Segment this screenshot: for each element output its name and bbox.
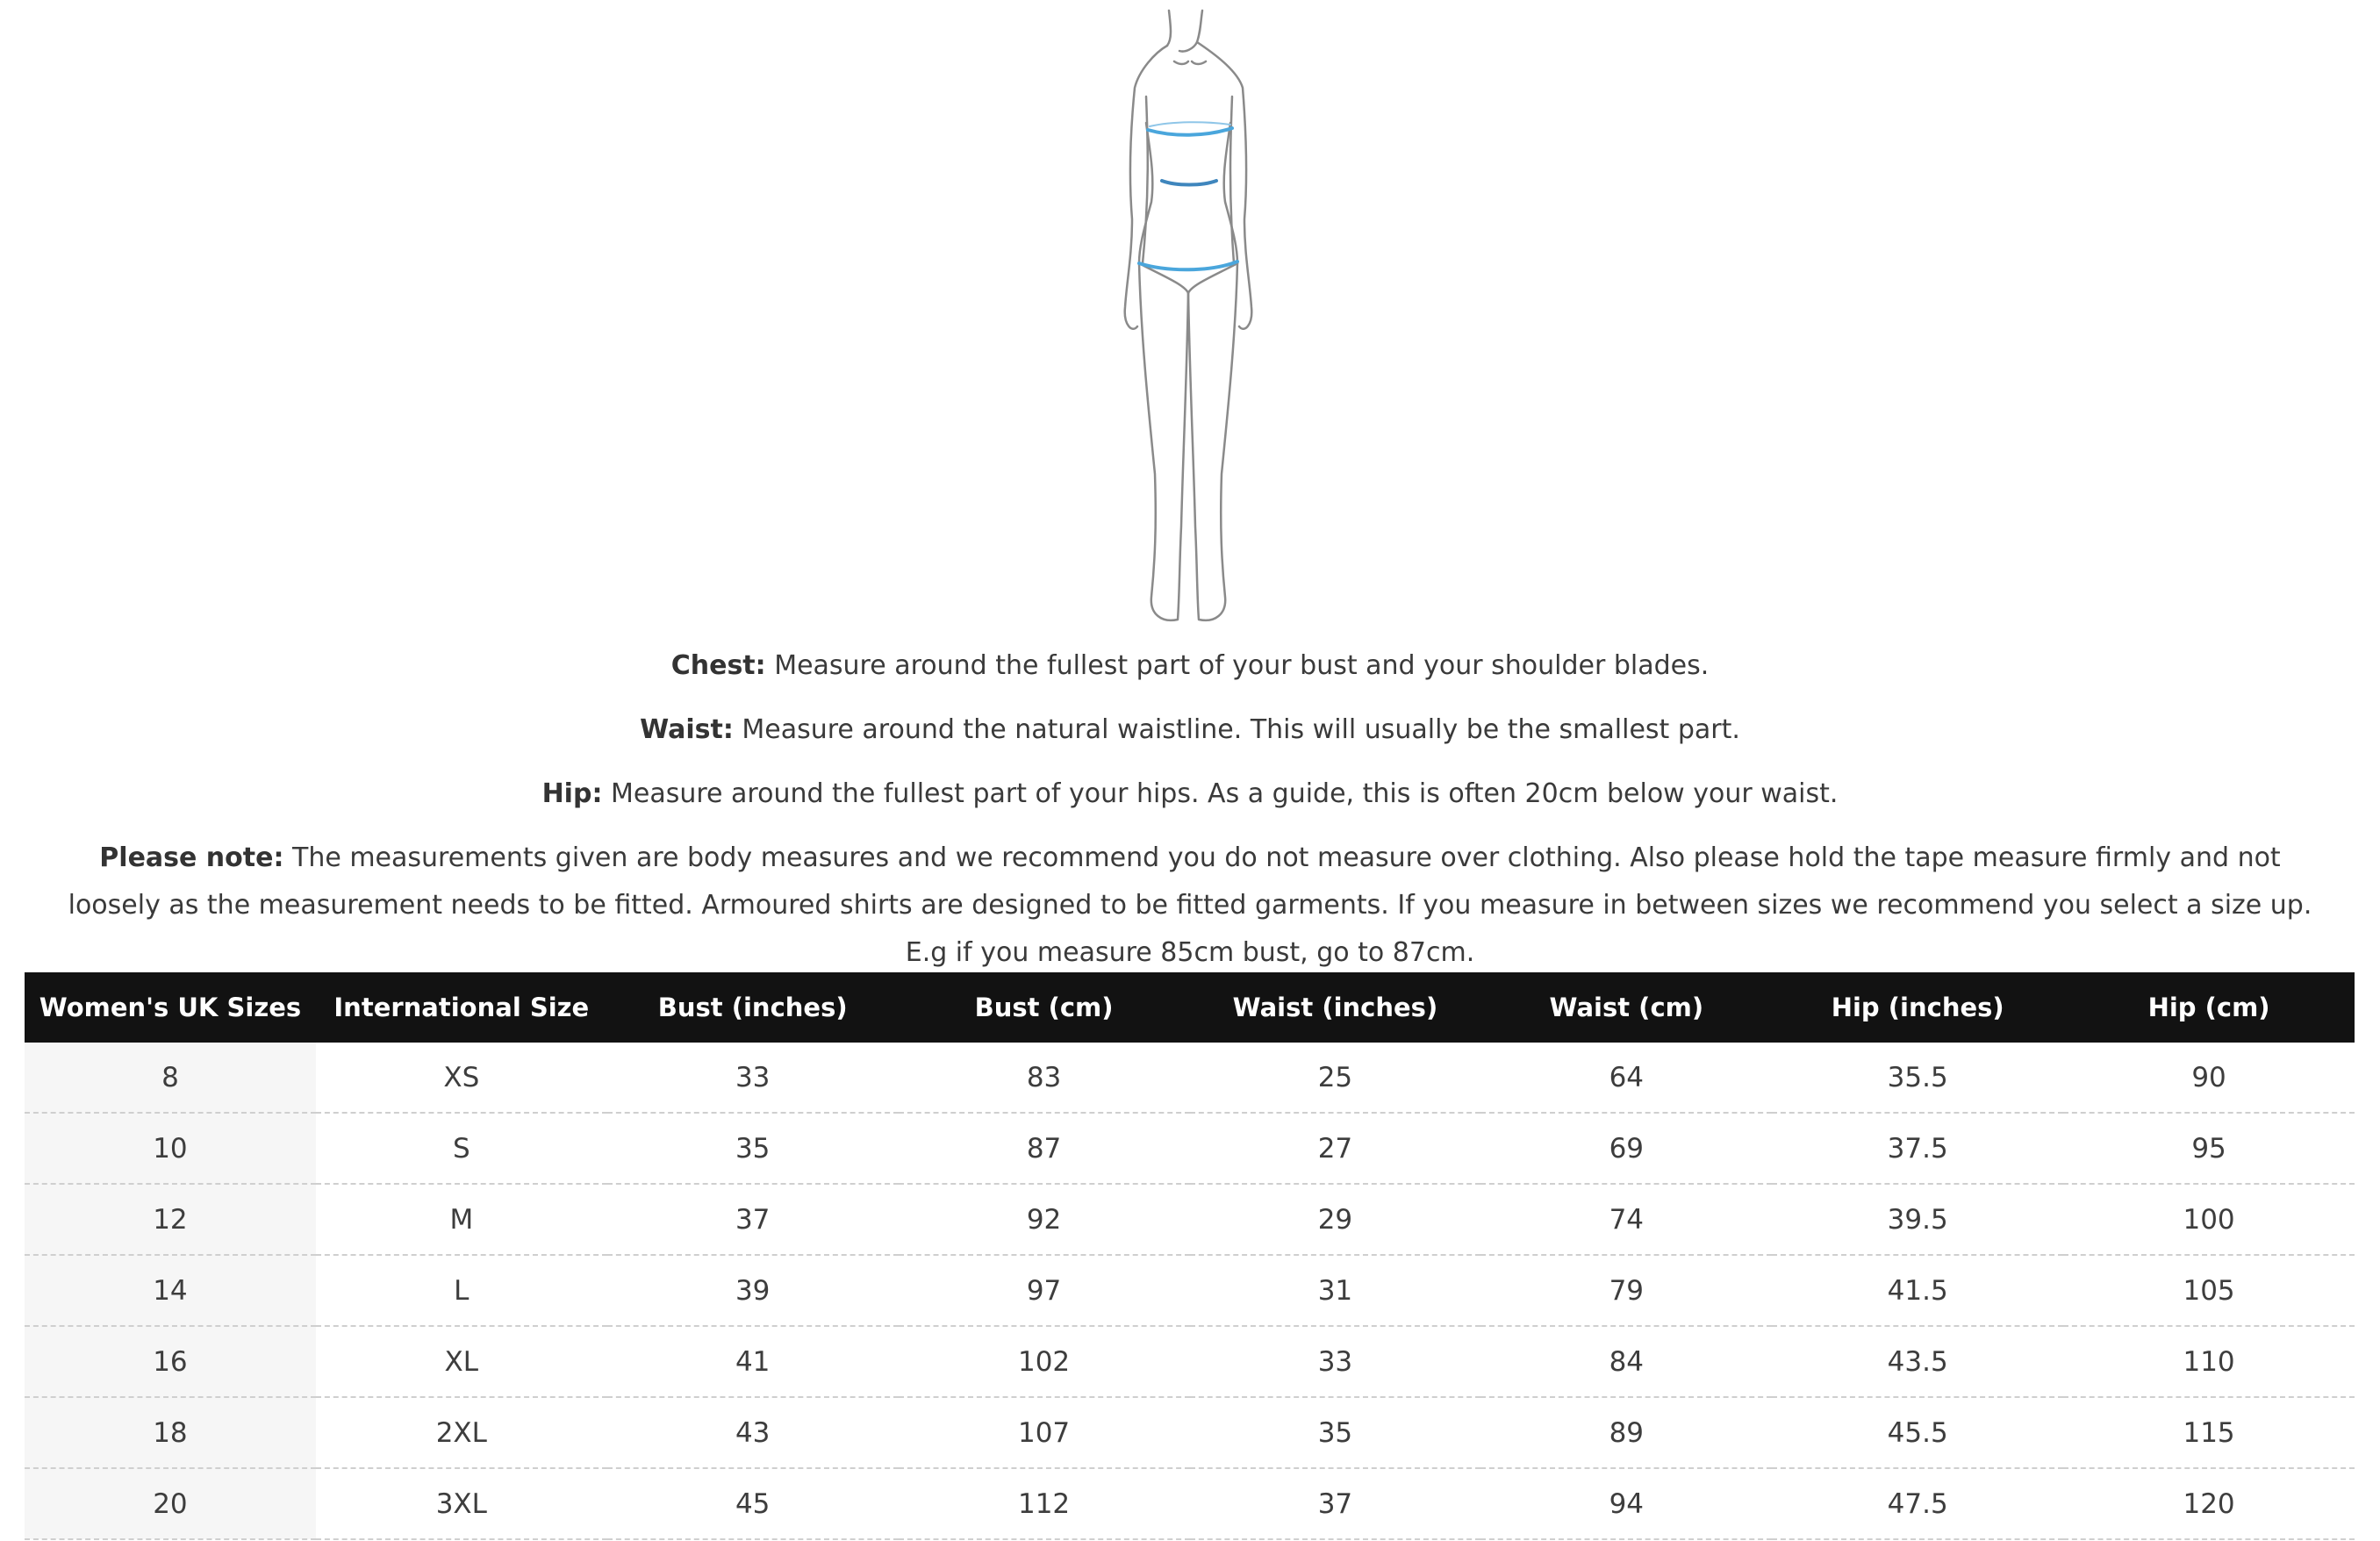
female-body-outline-icon xyxy=(1088,0,1290,632)
cell-uk-size: 8 xyxy=(25,1043,316,1113)
cell-international-size: 3XL xyxy=(316,1468,607,1539)
cell-bust-inches: 33 xyxy=(607,1043,899,1113)
header-waist-inches: Waist (inches) xyxy=(1190,972,1481,1043)
table-row xyxy=(25,1255,2355,1326)
waist-text: Measure around the natural waistline. This will usually be the smallest part. xyxy=(733,714,1740,745)
cell-bust-inches: 45 xyxy=(607,1468,899,1539)
table-row xyxy=(25,1326,2355,1397)
header-waist-cm: Waist (cm) xyxy=(1480,972,1772,1043)
cell-waist-inches: 31 xyxy=(1190,1255,1481,1326)
cell-international-size: S xyxy=(316,1113,607,1184)
cell-uk-size: 14 xyxy=(25,1255,316,1326)
cell-bust-cm: 112 xyxy=(899,1468,1190,1539)
cell-bust-cm: 102 xyxy=(899,1326,1190,1397)
header-hip-inches: Hip (inches) xyxy=(1772,972,2063,1043)
table-header-row xyxy=(25,972,2355,1043)
cell-international-size: XS xyxy=(316,1043,607,1113)
table-row xyxy=(25,1397,2355,1468)
cell-hip-cm: 100 xyxy=(2063,1184,2355,1255)
cell-waist-inches: 25 xyxy=(1190,1043,1481,1113)
cell-bust-cm: 107 xyxy=(899,1397,1190,1468)
cell-waist-inches: 35 xyxy=(1190,1397,1481,1468)
cell-waist-inches: 37 xyxy=(1190,1468,1481,1539)
cell-waist-cm: 79 xyxy=(1480,1255,1772,1326)
header-bust-inches: Bust (inches) xyxy=(607,972,899,1043)
table-row xyxy=(25,1468,2355,1539)
cell-bust-inches: 35 xyxy=(607,1113,899,1184)
cell-waist-cm: 84 xyxy=(1480,1326,1772,1397)
waist-label: Waist: xyxy=(640,714,734,745)
header-international-size: International Size xyxy=(316,972,607,1043)
cell-international-size: M xyxy=(316,1184,607,1255)
hip-text: Measure around the fullest part of your hips. As a guide, this is often 20cm below your waist. xyxy=(602,778,1839,809)
cell-bust-inches: 39 xyxy=(607,1255,899,1326)
size-chart-table xyxy=(25,972,2355,1540)
cell-hip-inches: 41.5 xyxy=(1772,1255,2063,1326)
cell-bust-cm: 92 xyxy=(899,1184,1190,1255)
cell-waist-cm: 64 xyxy=(1480,1043,1772,1113)
cell-uk-size: 12 xyxy=(25,1184,316,1255)
please-note-paragraph xyxy=(53,835,2327,977)
cell-hip-cm: 90 xyxy=(2063,1043,2355,1113)
table-row xyxy=(25,1113,2355,1184)
cell-bust-cm: 83 xyxy=(899,1043,1190,1113)
header-bust-cm: Bust (cm) xyxy=(899,972,1190,1043)
cell-bust-cm: 87 xyxy=(899,1113,1190,1184)
cell-waist-cm: 74 xyxy=(1480,1184,1772,1255)
cell-hip-inches: 37.5 xyxy=(1772,1113,2063,1184)
cell-international-size: 2XL xyxy=(316,1397,607,1468)
cell-uk-size: 20 xyxy=(25,1468,316,1539)
chest-label: Chest: xyxy=(670,650,766,681)
body-measurement-figure xyxy=(1088,0,1290,632)
cell-waist-cm: 94 xyxy=(1480,1468,1772,1539)
table-row xyxy=(25,1184,2355,1255)
cell-uk-size: 10 xyxy=(25,1113,316,1184)
cell-hip-cm: 95 xyxy=(2063,1113,2355,1184)
cell-uk-size: 18 xyxy=(25,1397,316,1468)
waist-instruction xyxy=(35,706,2345,754)
cell-international-size: L xyxy=(316,1255,607,1326)
header-hip-cm: Hip (cm) xyxy=(2063,972,2355,1043)
cell-hip-cm: 110 xyxy=(2063,1326,2355,1397)
note-text: The measurements given are body measures and we recommend you do not measure over clothing. Also please hold the tape measure firmly and not loosely as the measurement needs to be fitted. Armoured shirts are designed to be fitted garments. If you measure in between sizes we recommend you select a size up. E.g if you measure 85cm bust, go to 87cm. xyxy=(68,842,2312,968)
cell-hip-cm: 115 xyxy=(2063,1397,2355,1468)
cell-hip-inches: 45.5 xyxy=(1772,1397,2063,1468)
hip-label: Hip: xyxy=(541,778,603,809)
note-label: Please note: xyxy=(99,842,284,873)
hip-instruction xyxy=(35,770,2345,818)
cell-hip-cm: 120 xyxy=(2063,1468,2355,1539)
cell-bust-inches: 41 xyxy=(607,1326,899,1397)
cell-hip-cm: 105 xyxy=(2063,1255,2355,1326)
table-row xyxy=(25,1043,2355,1113)
cell-waist-inches: 29 xyxy=(1190,1184,1481,1255)
cell-hip-inches: 47.5 xyxy=(1772,1468,2063,1539)
chest-instruction xyxy=(35,642,2345,690)
cell-waist-inches: 27 xyxy=(1190,1113,1481,1184)
cell-hip-inches: 35.5 xyxy=(1772,1043,2063,1113)
cell-bust-inches: 43 xyxy=(607,1397,899,1468)
cell-waist-inches: 33 xyxy=(1190,1326,1481,1397)
cell-waist-cm: 69 xyxy=(1480,1113,1772,1184)
cell-uk-size: 16 xyxy=(25,1326,316,1397)
cell-international-size: XL xyxy=(316,1326,607,1397)
chest-text: Measure around the fullest part of your bust and your shoulder blades. xyxy=(765,650,1710,681)
cell-waist-cm: 89 xyxy=(1480,1397,1772,1468)
cell-hip-inches: 39.5 xyxy=(1772,1184,2063,1255)
header-uk-size: Women's UK Sizes xyxy=(25,972,316,1043)
cell-bust-cm: 97 xyxy=(899,1255,1190,1326)
cell-bust-inches: 37 xyxy=(607,1184,899,1255)
cell-hip-inches: 43.5 xyxy=(1772,1326,2063,1397)
